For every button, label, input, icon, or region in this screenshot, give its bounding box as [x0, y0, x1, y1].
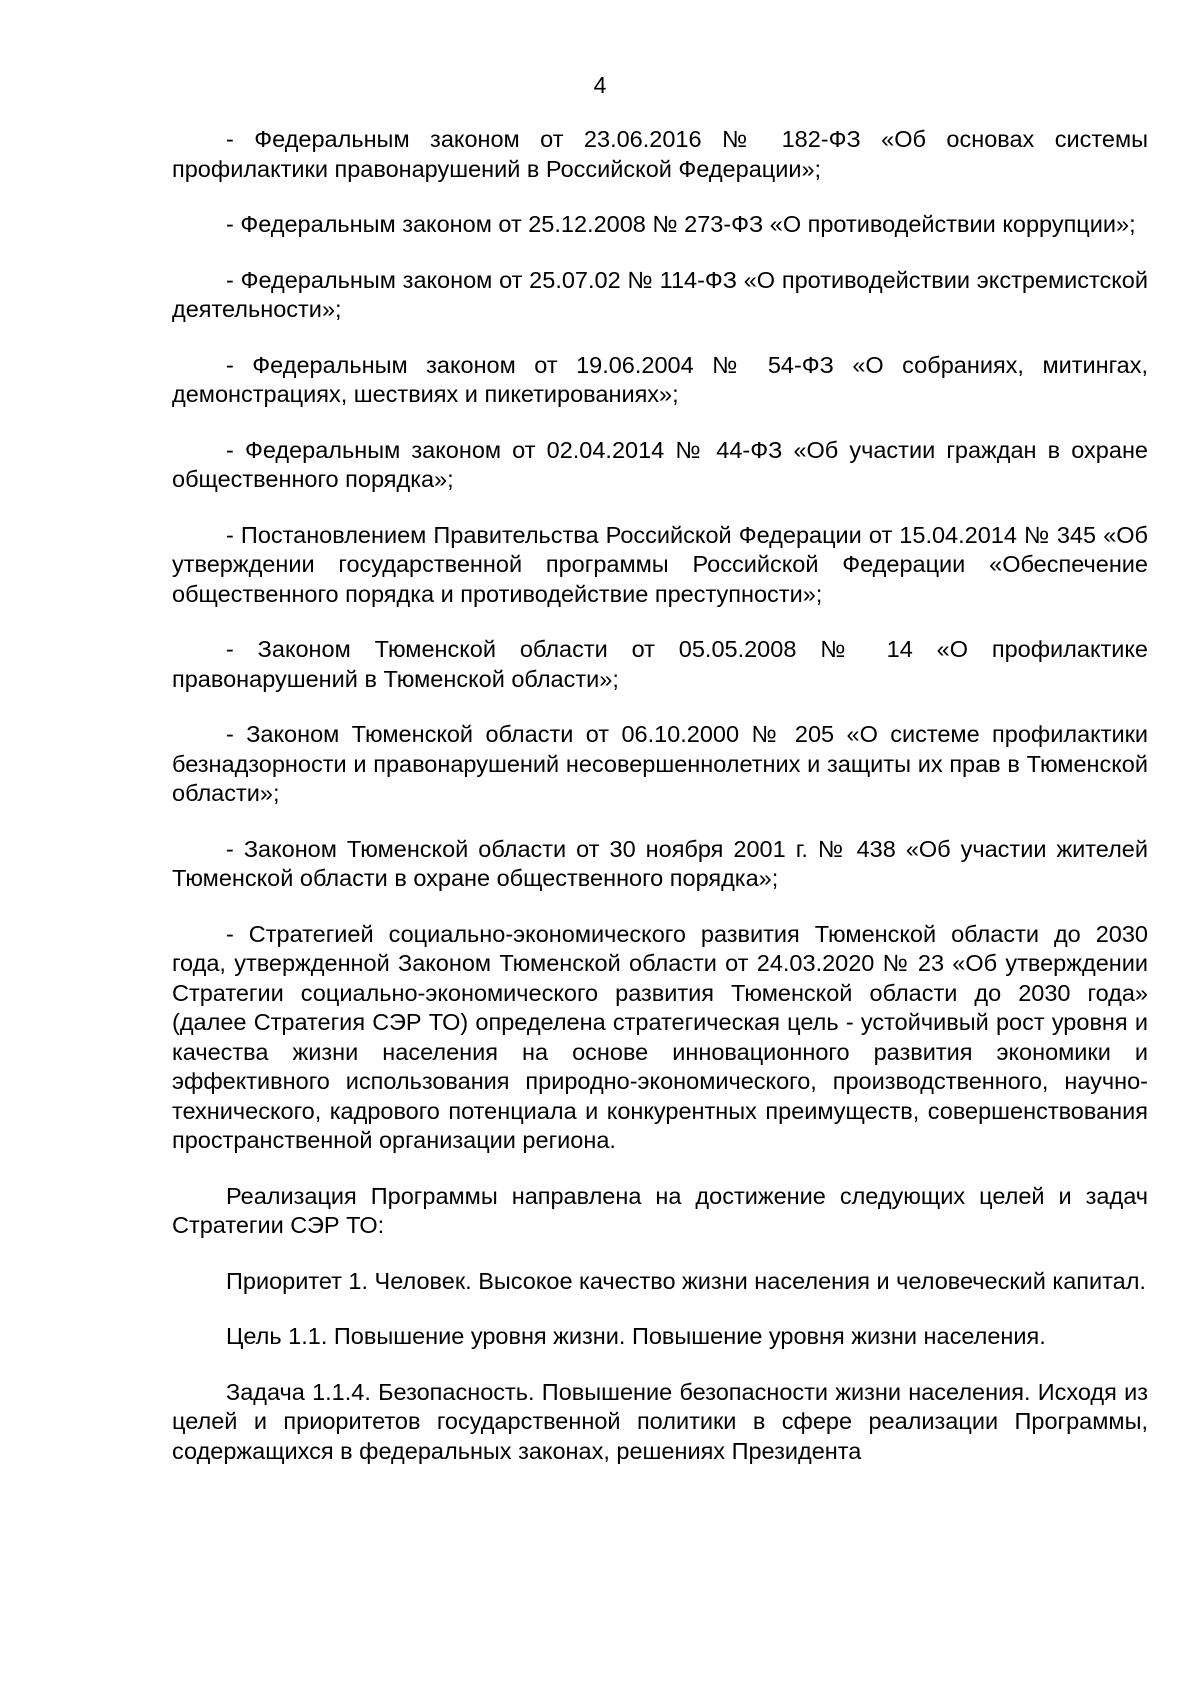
law-reference-paragraph: - Федеральным законом от 02.04.2014 № 44-ФЗ «Об участии граждан в охране общественного порядка»;	[172, 436, 1148, 492]
strategy-paragraph: - Стратегией социально-экономического развития Тюменской области до 2030 года, утвержденной Законом Тюменской области от 24.03.2020 № 23 «Об утверждении Стратегии социально-экономического развития Тюменской области до 2030 года» (далее Стратегия СЭР ТО) определена стратегическая цель - устойчивый рост уровня и качества жизни населения на основе инновационного развития экономики и эффективного использования природно-экономического, производственного, научно-технического, кадрового потенциала и конкурентных преимуществ, совершенствования пространственной организации региона.	[172, 920, 1148, 1153]
law-reference-paragraph: - Федеральным законом от 19.06.2004 № 54-ФЗ «О собраниях, митингах, демонстрациях, шествиях и пикетированиях»;	[172, 351, 1148, 407]
regional-law-paragraph: - Законом Тюменской области от 30 ноября 2001 г. № 438 «Об участии жителей Тюменской области в охране общественного порядка»;	[172, 835, 1148, 891]
goal-paragraph: Цель 1.1. Повышение уровня жизни. Повышение уровня жизни населения.	[226, 1323, 1046, 1349]
page-number: 4	[593, 72, 607, 98]
priority-paragraph: Приоритет 1. Человек. Высокое качество жизни населения и человеческий капитал.	[226, 1267, 1146, 1294]
program-goals-paragraph: Реализация Программы направлена на достижение следующих целей и задач Стратегии СЭР ТО:	[172, 1182, 1148, 1238]
task-paragraph: Задача 1.1.4. Безопасность. Повышение безопасности жизни населения. Исходя из целей и приоритетов государственной политики в сфере реализации Программы, содержащихся в федеральных законах, решениях Президента	[172, 1378, 1148, 1464]
regional-law-paragraph: - Законом Тюменской области от 06.10.2000 № 205 «О системе профилактики безнадзорности и правонарушений несовершеннолетних и защиты их прав в Тюменской области»;	[172, 721, 1148, 806]
law-reference-paragraph: - Федеральным законом от 23.06.2016 № 182-ФЗ «Об основах системы профилактики правонарушений в Российской Федерации»;	[172, 126, 1148, 182]
government-decree-paragraph: - Постановлением Правительства Российской Федерации от 15.04.2014 № 345 «Об утверждении государственной программы Российской Федерации «Обеспечение общественного порядка и противодействие преступности»;	[172, 521, 1148, 607]
document-body	[172, 125, 1148, 1466]
regional-law-paragraph: - Законом Тюменской области от 05.05.2008 № 14 «О профилактике правонарушений в Тюменской области»;	[172, 636, 1148, 692]
law-reference-paragraph: - Федеральным законом от 25.12.2008 № 273-ФЗ «О противодействии коррупции»;	[226, 211, 1136, 237]
law-reference-paragraph: - Федеральным законом от 25.07.02 № 114-ФЗ «О противодействии экстремистской деятельности»;	[172, 266, 1148, 322]
